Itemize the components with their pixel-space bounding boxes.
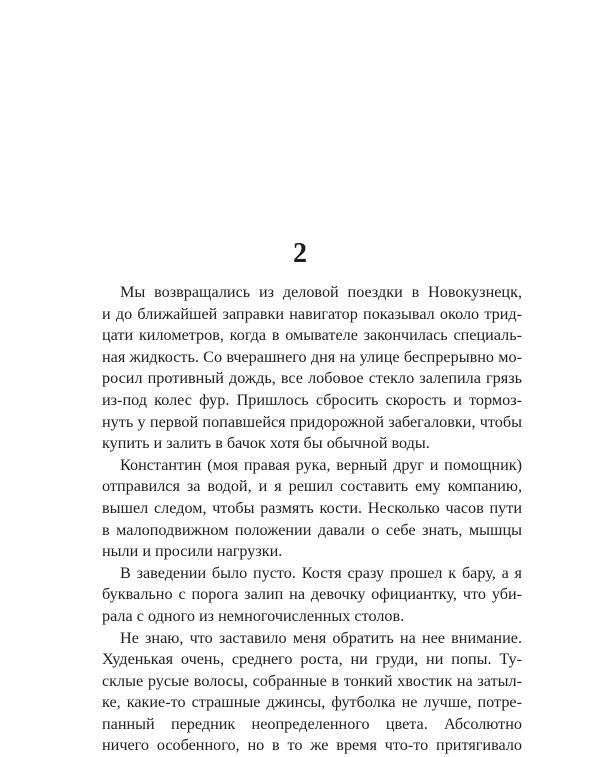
text-line: из-под колес фур. Пришлось сбросить скорость и тормоз- <box>102 390 522 412</box>
paragraph-3 <box>102 563 522 628</box>
chapter-body <box>102 282 522 757</box>
text-line: В заведении было пусто. Костя сразу прошел к бару, а я <box>102 563 522 585</box>
text-line: росил противный дождь, все лобовое стекло залепила грязь <box>102 368 522 390</box>
text-line: буквально с порога залип на девочку официантку, что уби- <box>102 584 522 606</box>
text-line: Худенькая очень, среднего роста, ни груди, ни попы. Ту- <box>102 649 522 671</box>
paragraph-1 <box>102 282 522 455</box>
paragraph-4 <box>102 628 522 757</box>
chapter-number: 2 <box>0 238 600 270</box>
text-line: Не знаю, что заставило меня обратить на нее внимание. <box>102 628 522 650</box>
paragraph-2 <box>102 455 522 563</box>
text-line: рала с одного из немногочисленных столов. <box>102 606 522 628</box>
text-line: в малоподвижном положении давали о себе знать, мышцы <box>102 520 522 542</box>
text-line: цати километров, когда в омывателе закончилась специаль- <box>102 325 522 347</box>
text-line: ныли и просили нагрузки. <box>102 541 522 563</box>
text-line: ке, какие-то страшные джинсы, футболка не лучше, потре- <box>102 692 522 714</box>
text-line: панный передник неопределенного цвета. Абсолютно <box>102 714 522 736</box>
text-line: нуть у первой попавшейся придорожной забегаловки, чтобы <box>102 412 522 434</box>
text-line: отправился за водой, и я решил составить ему компанию, <box>102 476 522 498</box>
text-line: ничего особенного, но в то же время что-то притягивало <box>102 735 522 757</box>
text-line: вышел следом, чтобы размять кости. Несколько часов пути <box>102 498 522 520</box>
text-line: и до ближайшей заправки навигатор показывал около трид- <box>102 304 522 326</box>
text-line: Мы возвращались из деловой поездки в Новокузнецк, <box>102 282 522 304</box>
text-line: купить и залить в бачок хотя бы обычной воды. <box>102 433 522 455</box>
text-line: склые русые волосы, собранные в тонкий хвостик на затыл- <box>102 671 522 693</box>
text-line: ная жидкость. Со вчерашнего дня на улице беспрерывно мо- <box>102 347 522 369</box>
text-line: Константин (моя правая рука, верный друг и помощник) <box>102 455 522 477</box>
